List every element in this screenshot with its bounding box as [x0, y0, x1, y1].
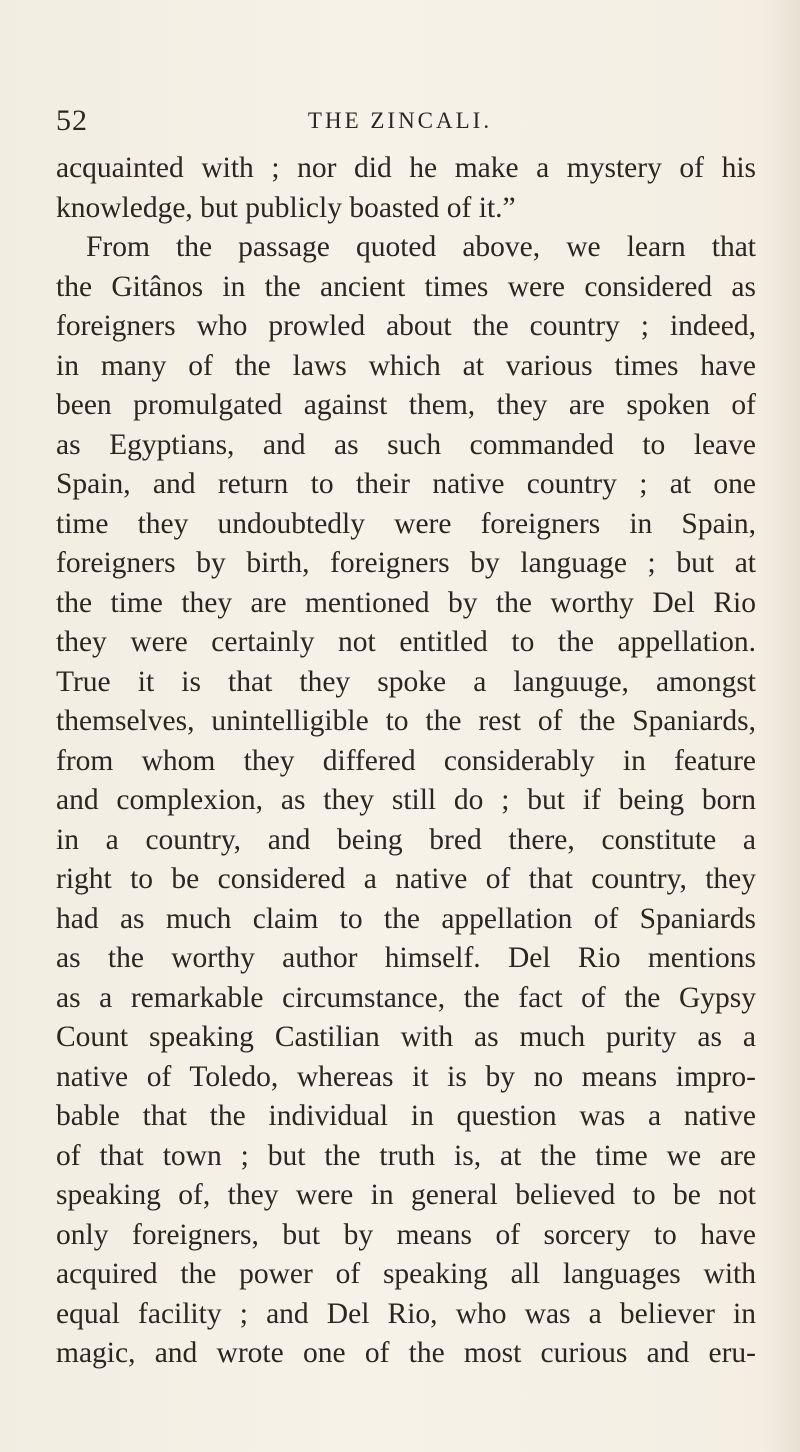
text-line: native of Toledo, whereas it is by no means impro- — [56, 1060, 756, 1093]
text-line: magic, and wrote one of the most curious and eru- — [56, 1337, 756, 1369]
running-head — [0, 103, 800, 139]
text-line: foreigners by birth, foreigners by language ; but at — [56, 547, 756, 579]
text-line: as Egyptians, and as such commanded to leave — [56, 428, 756, 461]
page-number: 52 — [56, 104, 88, 137]
text-line: of that town ; but the truth is, at the time we are — [56, 1139, 756, 1172]
text-line: in a country, and being bred there, constitute a — [56, 823, 756, 856]
text-line: from whom they differed considerably in feature — [56, 744, 756, 777]
text-line: as the worthy author himself. Del Rio mentions — [56, 942, 756, 974]
text-line: the Gitânos in the ancient times were considered as — [56, 270, 756, 303]
text-line: in many of the laws which at various times have — [56, 349, 756, 382]
text-line: right to be considered a native of that country, they — [56, 863, 756, 895]
text-line: acquainted with ; nor did he make a mystery of his — [56, 152, 756, 184]
text-line: had as much claim to the appellation of Spaniards — [56, 902, 756, 935]
text-line: Count speaking Castilian with as much purity as a — [56, 1021, 756, 1053]
text-line: themselves, unintelligible to the rest of the Spaniards, — [56, 705, 756, 737]
text-line: equal facility ; and Del Rio, who was a believer in — [56, 1297, 756, 1330]
body-text — [56, 149, 756, 1374]
text-line: time they undoubtedly were foreigners in Spain, — [56, 507, 756, 540]
text-line: only foreigners, but by means of sorcery to have — [56, 1218, 756, 1251]
page-edge-shadow — [760, 0, 800, 1452]
text-line: bable that the individual in question was a native — [56, 1100, 756, 1132]
text-line: speaking of, they were in general believed to be not — [56, 1179, 756, 1211]
text-line: as a remarkable circumstance, the fact of the Gypsy — [56, 981, 756, 1014]
text-line: True it is that they spoke a languuge, amongst — [56, 665, 756, 698]
text-line: knowledge, but publicly boasted of it.” — [56, 191, 516, 224]
text-line: acquired the power of speaking all languages with — [56, 1258, 756, 1290]
text-line: and complexion, as they still do ; but if being born — [56, 784, 756, 816]
text-line: Spain, and return to their native country ; at one — [56, 468, 756, 500]
text-line: the time they are mentioned by the worthy Del Rio — [56, 586, 756, 619]
text-line: they were certainly not entitled to the appellation. — [56, 626, 756, 658]
text-line: foreigners who prowled about the country ; indeed, — [56, 310, 756, 342]
text-line: From the passage quoted above, we learn that — [86, 231, 756, 263]
running-title: THE ZINCALI. — [307, 108, 493, 133]
text-line: been promulgated against them, they are spoken of — [56, 389, 756, 421]
